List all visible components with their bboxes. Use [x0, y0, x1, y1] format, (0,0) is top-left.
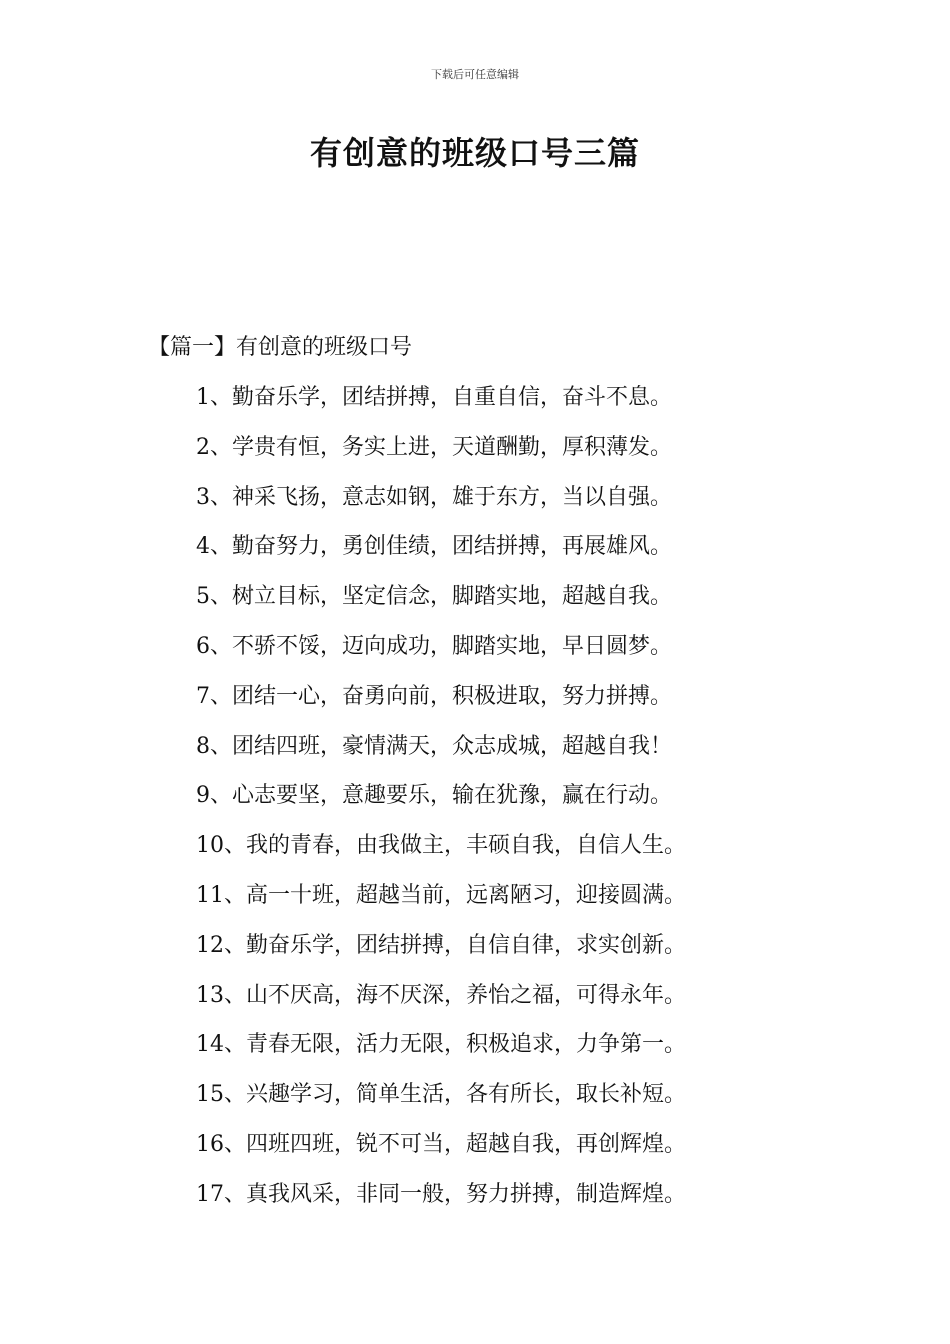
slogan-item: 14、青春无限，活力无限，积极追求，力争第一。 — [196, 1032, 686, 1058]
header-note: 下载后可任意编辑 — [431, 68, 519, 81]
slogan-item: 9、心志要坚，意趣要乐，输在犹豫，赢在行动。 — [196, 783, 672, 809]
slogan-item: 13、山不厌高，海不厌深，养怡之福，可得永年。 — [196, 982, 686, 1008]
slogan-item: 12、勤奋乐学，团结拼搏，自信自律，求实创新。 — [196, 932, 686, 958]
slogan-item: 3、神采飞扬，意志如钢，雄于东方，当以自强。 — [196, 484, 672, 510]
document-title: 有创意的班级口号三篇 — [309, 134, 640, 172]
slogan-list — [196, 383, 686, 1230]
slogan-item: 1、勤奋乐学，团结拼搏，自重自信，奋斗不息。 — [196, 385, 672, 410]
slogan-item: 17、真我风采，非同一般，努力拼搏，制造辉煌。 — [196, 1181, 686, 1207]
slogan-item: 11、高一十班，超越当前，远离陋习，迎接圆满。 — [196, 882, 686, 908]
slogan-item: 6、不骄不馁，迈向成功，脚踏实地，早日圆梦。 — [196, 633, 672, 659]
slogan-item: 7、团结一心，奋勇向前，积极进取，努力拼搏。 — [196, 683, 672, 709]
slogan-item: 2、学贵有恒，务实上进，天道酬勤，厚积薄发。 — [196, 434, 672, 460]
slogan-item: 8、团结四班，豪情满天，众志成城，超越自我！ — [196, 733, 672, 759]
slogan-item: 4、勤奋努力，勇创佳绩，团结拼搏，再展雄风。 — [196, 534, 672, 560]
slogan-item: 10、我的青春，由我做主，丰硕自我，自信人生。 — [196, 833, 686, 859]
slogan-item: 15、兴趣学习，简单生活，各有所长，取长补短。 — [196, 1082, 686, 1108]
slogan-item: 16、四班四班，锐不可当，超越自我，再创辉煌。 — [196, 1131, 686, 1157]
slogan-item: 5、树立目标，坚定信念，脚踏实地，超越自我。 — [196, 584, 672, 610]
section-heading: 【篇一】有创意的班级口号 — [148, 335, 413, 360]
